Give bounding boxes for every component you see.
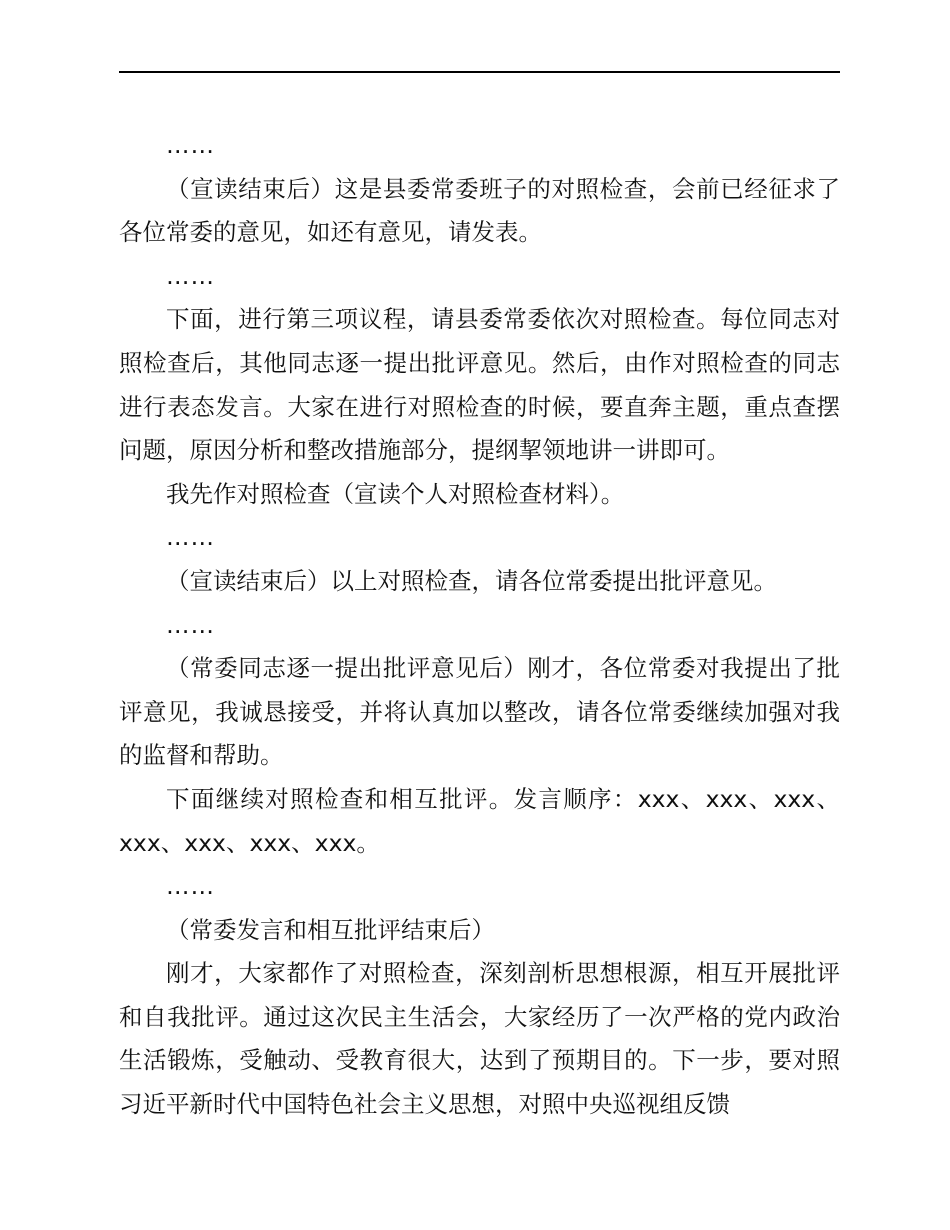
paragraph: （宣读结束后）以上对照检查，请各位常委提出批评意见。 — [166, 566, 777, 595]
document-body — [119, 124, 840, 1127]
ellipsis-line: …… — [166, 261, 215, 290]
paragraph: 我先作对照检查（宣读个人对照检查材料）。 — [166, 479, 625, 508]
paragraph: 下面，进行第三项议程，请县委常委依次对照检查。每位同志对照检查后，其他同志逐一提出批评意见。然后，由作对照检查的同志进行表态发言。大家在进行对照检查的时候，要直奔主题，重点查摆问题，原因分析和整改措施部分，提纲挈领地讲一讲即可。 — [119, 305, 840, 465]
header-rule — [119, 71, 840, 73]
paragraph: （常委发言和相互批评结束后） — [166, 915, 495, 944]
paragraph: （宣读结束后）这是县委常委班子的对照检查，会前已经征求了各位常委的意见，如还有意见，请发表。 — [119, 174, 840, 247]
paragraph: 刚才，大家都作了对照检查，深刻剖析思想根源，相互开展批评和自我批评。通过这次民主生活会，大家经历了一次严格的党内政治生活锻炼，受触动、受教育很大，达到了预期目的。下一步，要对照习近平新时代中国特色社会主义思想，对照中央巡视组反馈 — [119, 959, 840, 1119]
paragraph: 下面继续对照检查和相互批评。发言顺序：xxx、xxx、xxx、xxx、xxx、xxx、xxx。 — [119, 784, 840, 857]
ellipsis-line: …… — [166, 872, 215, 901]
ellipsis-line: …… — [166, 610, 215, 639]
ellipsis-line: …… — [166, 523, 215, 552]
ellipsis-line: …… — [166, 131, 215, 159]
paragraph: （常委同志逐一提出批评意见后）刚才，各位常委对我提出了批评意见，我诚恳接受，并将认真加以整改，请各位常委继续加强对我的监督和帮助。 — [119, 654, 840, 770]
